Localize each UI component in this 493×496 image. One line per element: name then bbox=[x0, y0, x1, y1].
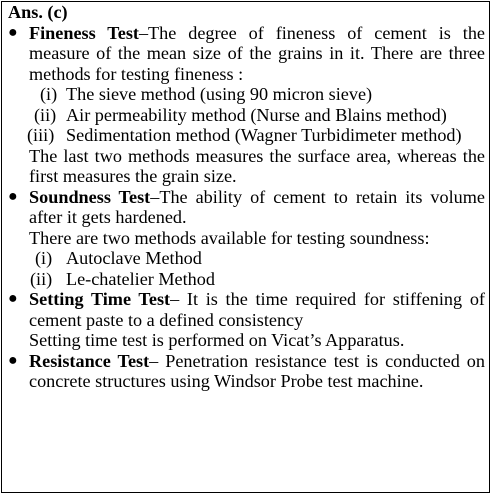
bullet-icon: ● bbox=[8, 187, 18, 205]
fineness-method-2-num: (ii) bbox=[34, 104, 57, 125]
fineness-method-2-text: Air permeability method (Nurse and Blains method) bbox=[66, 104, 447, 125]
fineness-method-1-num: (i) bbox=[40, 84, 58, 104]
resistance-test-term: Resistance Test bbox=[29, 350, 150, 371]
soundness-test-term: Soundness Test bbox=[29, 186, 151, 207]
soundness-method-1 bbox=[6, 248, 485, 269]
fineness-method-2 bbox=[6, 105, 485, 126]
soundness-method-2-text: Le-chatelier Method bbox=[66, 268, 215, 289]
bullet-icon: ● bbox=[8, 23, 18, 41]
answer-box bbox=[1, 1, 490, 493]
soundness-method-1-text: Autoclave Method bbox=[66, 248, 202, 268]
bullet-icon: ● bbox=[8, 351, 18, 369]
fineness-note: The last two methods measures the surface area, whereas the first measures the grain size. bbox=[29, 145, 485, 186]
resistance-test-item bbox=[6, 351, 485, 392]
soundness-method-1-num: (i) bbox=[35, 248, 53, 268]
soundness-test-item bbox=[6, 187, 485, 228]
fineness-method-1-text: The sieve method (using 90 micron sieve) bbox=[66, 84, 373, 104]
setting-time-note: Setting time test is performed on Vicat’s Apparatus. bbox=[29, 330, 405, 350]
bullet-icon: ● bbox=[8, 290, 18, 307]
setting-time-test-text: – It is the time required for stiffening of cement paste to a defined consistency bbox=[29, 289, 485, 330]
soundness-test-text: –The ability of cement to retain its volume after it gets hardened. bbox=[29, 186, 485, 227]
fineness-method-3-num: (iii) bbox=[27, 125, 55, 145]
fineness-method-1 bbox=[6, 84, 485, 105]
setting-time-test-term: Setting Time Test bbox=[29, 289, 171, 309]
soundness-method-2 bbox=[6, 269, 485, 290]
soundness-method-2-num: (ii) bbox=[30, 268, 53, 289]
fineness-method-3-text: Sedimentation method (Wagner Turbidimeter method) bbox=[66, 125, 462, 145]
soundness-note: There are two methods available for testing soundness: bbox=[29, 227, 430, 248]
fineness-test-item bbox=[6, 23, 485, 85]
fineness-test-term: Fineness Test bbox=[29, 22, 139, 43]
fineness-test-text: –The degree of fineness of cement is the measure of the mean size of the grains in it. There are three methods for testing fineness : bbox=[29, 22, 485, 84]
fineness-method-3 bbox=[6, 125, 485, 146]
answer-label: Ans. (c) bbox=[8, 2, 68, 22]
resistance-test-text: – Penetration resistance test is conducted on concrete structures using Windsor Probe test machine. bbox=[29, 350, 485, 391]
setting-time-test-item bbox=[6, 289, 485, 330]
